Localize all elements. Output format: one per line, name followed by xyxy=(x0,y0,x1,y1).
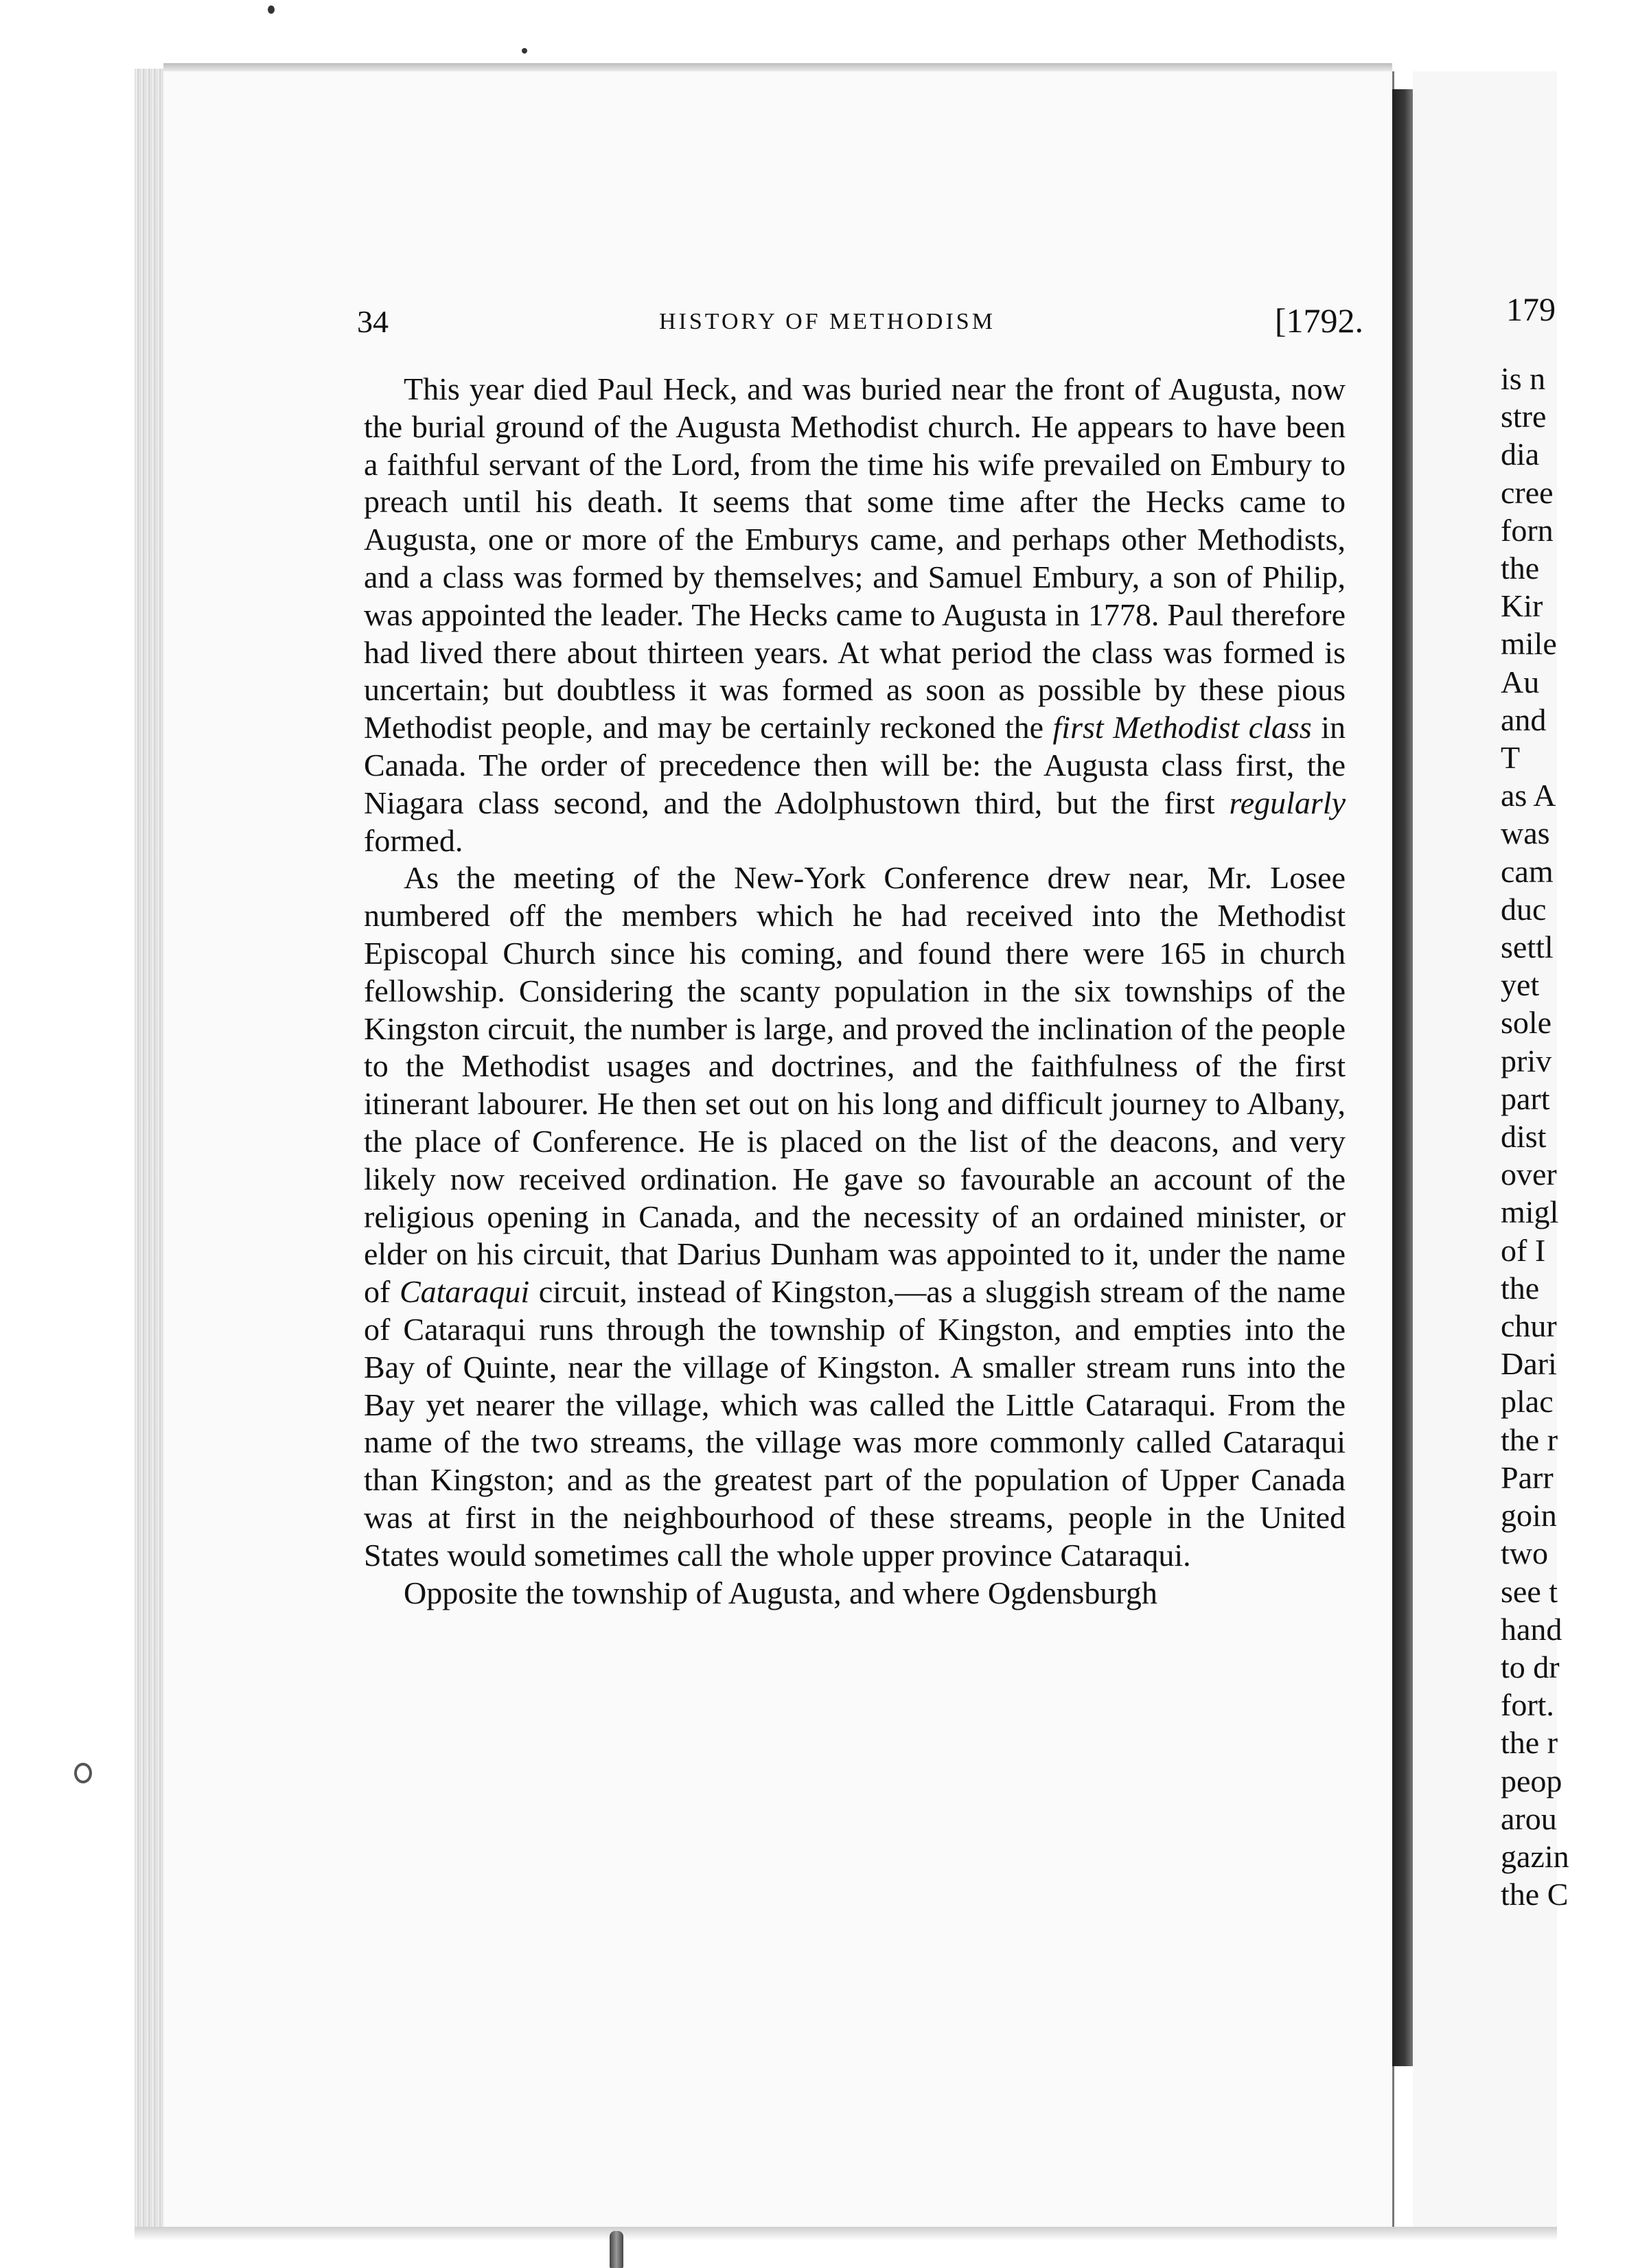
facing-line: fort. xyxy=(1501,1687,1554,1723)
binding-thread-mark xyxy=(610,2231,623,2268)
facing-line: the xyxy=(1501,1270,1540,1306)
facing-line: and xyxy=(1501,702,1547,737)
page-bottom-shadow xyxy=(135,2227,1557,2241)
year-marker: [1792. xyxy=(1274,301,1363,340)
paragraph-2 xyxy=(364,859,1346,1574)
facing-line: cree xyxy=(1501,474,1554,510)
scan-speck xyxy=(268,5,275,14)
facing-line: the C xyxy=(1501,1877,1569,1912)
page-number: 34 xyxy=(357,304,389,339)
facing-line: mile xyxy=(1501,626,1557,662)
facing-line: is n xyxy=(1501,361,1546,396)
facing-line: stre xyxy=(1501,399,1547,435)
facing-line: duc xyxy=(1501,891,1547,927)
facing-line: dia xyxy=(1501,437,1540,472)
paragraph-1-text: This year died Paul Heck, and was buried near the front of Augusta, now the burial ground of the Augusta Methodist church. He appears to have been a faithful servant of the Lord, from the time his wife prevailed on Embury to preach until his death. It seems that some time after the Hecks came to Augusta, one or more of the Emburys came, and perhaps other Methodists, and a class was formed by themselves; and Samuel Embury, a son of Philip, was appointed the leader. The Hecks came to Augusta in 1778. Paul therefore had lived there about thirteen years. At what period the class was formed is uncertain; but doubtless it was formed as soon as possible by these pious Methodist people, and may be certainly reckoned the xyxy=(364,371,1346,745)
facing-line: as A xyxy=(1501,778,1556,813)
paragraph-1 xyxy=(364,371,1346,859)
facing-page-number: 179 xyxy=(1506,292,1556,328)
facing-line: was xyxy=(1501,815,1550,851)
scan-speck xyxy=(522,48,527,54)
facing-line: Kir xyxy=(1501,588,1543,624)
facing-line: migl xyxy=(1501,1194,1559,1230)
facing-line: the r xyxy=(1501,1725,1558,1761)
facing-line: two xyxy=(1501,1536,1548,1571)
book-page-edges xyxy=(135,69,163,2231)
facing-line: priv xyxy=(1501,1043,1552,1078)
facing-line: see t xyxy=(1501,1573,1558,1609)
facing-line: part xyxy=(1501,1080,1550,1116)
facing-line: hand xyxy=(1501,1611,1562,1647)
facing-line: chur xyxy=(1501,1308,1557,1344)
facing-line: settl xyxy=(1501,929,1554,965)
facing-line: to dr xyxy=(1501,1649,1560,1685)
italic-word: Cataraqui xyxy=(399,1274,530,1310)
main-text-block xyxy=(364,371,1346,1612)
facing-page-text xyxy=(1501,360,1638,1913)
facing-line: the r xyxy=(1501,1422,1558,1457)
facing-line: peop xyxy=(1501,1763,1562,1798)
facing-line: cam xyxy=(1501,853,1554,889)
facing-line: yet xyxy=(1501,967,1540,1003)
facing-line: arou xyxy=(1501,1801,1557,1836)
facing-line: Au xyxy=(1501,664,1540,699)
paragraph-1-text-3: formed. xyxy=(364,822,463,858)
facing-line: plac xyxy=(1501,1384,1554,1420)
facing-line: over xyxy=(1501,1157,1557,1192)
facing-line: goin xyxy=(1501,1498,1557,1534)
paragraph-2-text-2: circuit, instead of Kingston,—as a sluggish stream of the name of Cataraqui runs through the township of Kingston, and empties into the Bay of Quinte, near the village of Kingston. A smaller stream runs into the Bay yet nearer the village, which was called the Little Cataraqui. From the name of the two streams, the village was more commonly called Cataraqui than Kingston; and as the greatest part of the population of Upper Canada was at first in the neighbourhood of these streams, people in the United States would sometimes call the whole upper province Cataraqui. xyxy=(364,1274,1346,1573)
facing-line: the xyxy=(1501,551,1540,586)
facing-line: T xyxy=(1501,740,1521,776)
page-header xyxy=(357,303,1363,351)
paragraph-1-text-2: in Canada. The order of precedence then will be: the Augusta class first, the Niagara class second, and the Adolphustown third, but the first xyxy=(364,710,1346,820)
paragraph-3: Opposite the township of Augusta, and where Ogdensburgh xyxy=(404,1575,1157,1610)
facing-line: gazin xyxy=(1501,1838,1569,1874)
right-facing-page xyxy=(1413,71,1569,2227)
facing-line: Parr xyxy=(1501,1459,1554,1495)
book-gutter xyxy=(1392,89,1413,2066)
italic-phrase: first Methodist class xyxy=(1052,710,1312,745)
running-head: HISTORY OF METHODISM xyxy=(659,309,995,334)
facing-line: Dari xyxy=(1501,1346,1557,1382)
paragraph-2-text: As the meeting of the New-York Conference drew near, Mr. Losee numbered off the members which he had received into the Methodist Episcopal Church since his coming, and found there were 165 in church fellowship. Considering the scanty population in the six townships of the Kingston circuit, the number is large, and proved the inclination of the people to the Methodist usages and doctrines, and the faithfulness of the first itinerant labourer. He then set out on his long and difficult journey to Albany, the place of Conference. He is placed on the list of the deacons, and very likely now received ordination. He gave so favourable an account of the religious opening in Canada, and the necessity of an ordained minister, or elder on his circuit, that Darius Dunham was appointed to it, under the name of xyxy=(364,860,1346,1310)
italic-word: regularly xyxy=(1229,785,1346,820)
facing-line: sole xyxy=(1501,1005,1552,1041)
facing-line: dist xyxy=(1501,1119,1547,1155)
facing-line: of I xyxy=(1501,1232,1546,1268)
facing-line: forn xyxy=(1501,512,1554,548)
scan-speck xyxy=(74,1763,92,1783)
